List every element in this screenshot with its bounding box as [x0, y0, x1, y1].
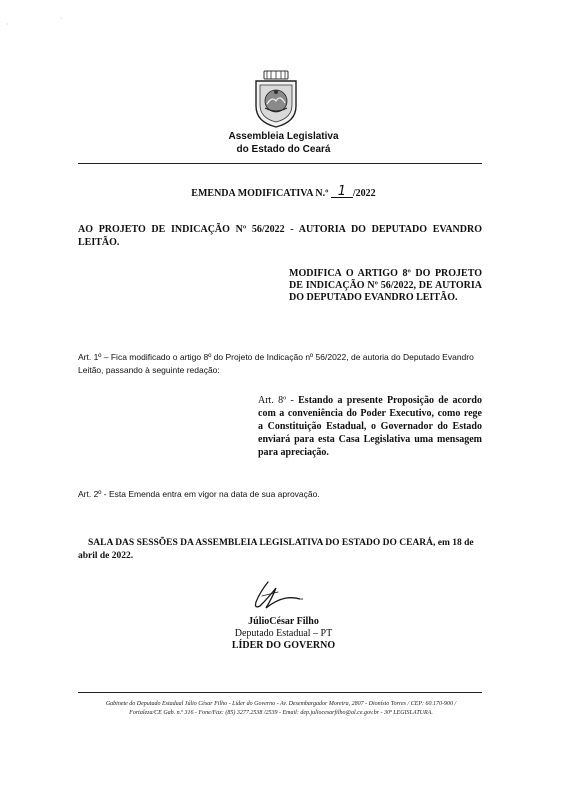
ceara-coat-of-arms-icon — [252, 70, 300, 128]
session-room-date: SALA DAS SESSÕES DA ASSEMBLEIA LEGISLATIVA DO ESTADO DO CEARÁ, em 18 de abril de 2022. — [78, 538, 474, 561]
article-2: Art. 2º - Esta Emenda entra em vigor na data de sua aprovação. — [78, 489, 320, 499]
article-8-text: Estando a presente Proposição de acordo com a conveniência do Poder Executivo, como rege a Constituição Estadual, o Governador do Estado enviará para esta Casa Legislativa uma mensagem para apreciação. — [258, 395, 482, 458]
article-1: Art. 1º – Fica modificado o artigo 8º do Projeto de Indicação nº 56/2022, de autoria do Deputado Evandro Leitão, passando à seguinte redação: — [78, 352, 474, 375]
office-footer — [70, 700, 492, 718]
signer-role: Deputado Estadual – PT — [234, 628, 333, 639]
header-divider — [78, 163, 482, 164]
title-prefix: EMENDA MODIFICATIVA N.º — [191, 188, 329, 199]
article-8-new-wording — [258, 394, 482, 459]
bill-reference: AO PROJETO DE INDICAÇÃO Nº 56/2022 - AUTORIA DO DEPUTADO EVANDRO LEITÃO. — [78, 224, 482, 248]
handwritten-signature-icon — [246, 578, 306, 614]
amendment-summary: MODIFICA O ARTIGO 8º DO PROJETO DE INDICAÇÃO Nº 56/2022, DE AUTORIA DO DEPUTADO EVANDRO LEITÃO. — [289, 268, 482, 303]
amendment-number: 1 — [331, 187, 353, 198]
scan-artifact: · — [6, 20, 9, 29]
signer-name: JúlioCésar Filho — [248, 616, 319, 627]
article-8-lead: Art. 8º - — [258, 395, 299, 406]
footer-divider — [78, 692, 482, 693]
institution-name: Assembleia Legislativa — [228, 131, 339, 142]
title-suffix: /2022 — [352, 188, 376, 199]
document-title — [0, 184, 567, 199]
institution-state: do Estado do Ceará — [236, 144, 331, 155]
footer-address: Gabinete do Deputado Estadual Júlio César Filho - Líder do Governo - Av. Desembargador Moreira, 2807 - Dionísio Torres / CEP: 60.170-900 / — [105, 701, 457, 707]
footer-contact: Fortaleza/CE Gab. n.º 316 - Fone/Fax: (85) 3277.2538 /2539 - Email: dep.juliocesarfilho@al.ce.gov.br - 30ª LEGISLATURA. — [129, 710, 433, 716]
scan-artifact: · — [60, 14, 63, 23]
signer-title: LÍDER DO GOVERNO — [231, 640, 336, 651]
